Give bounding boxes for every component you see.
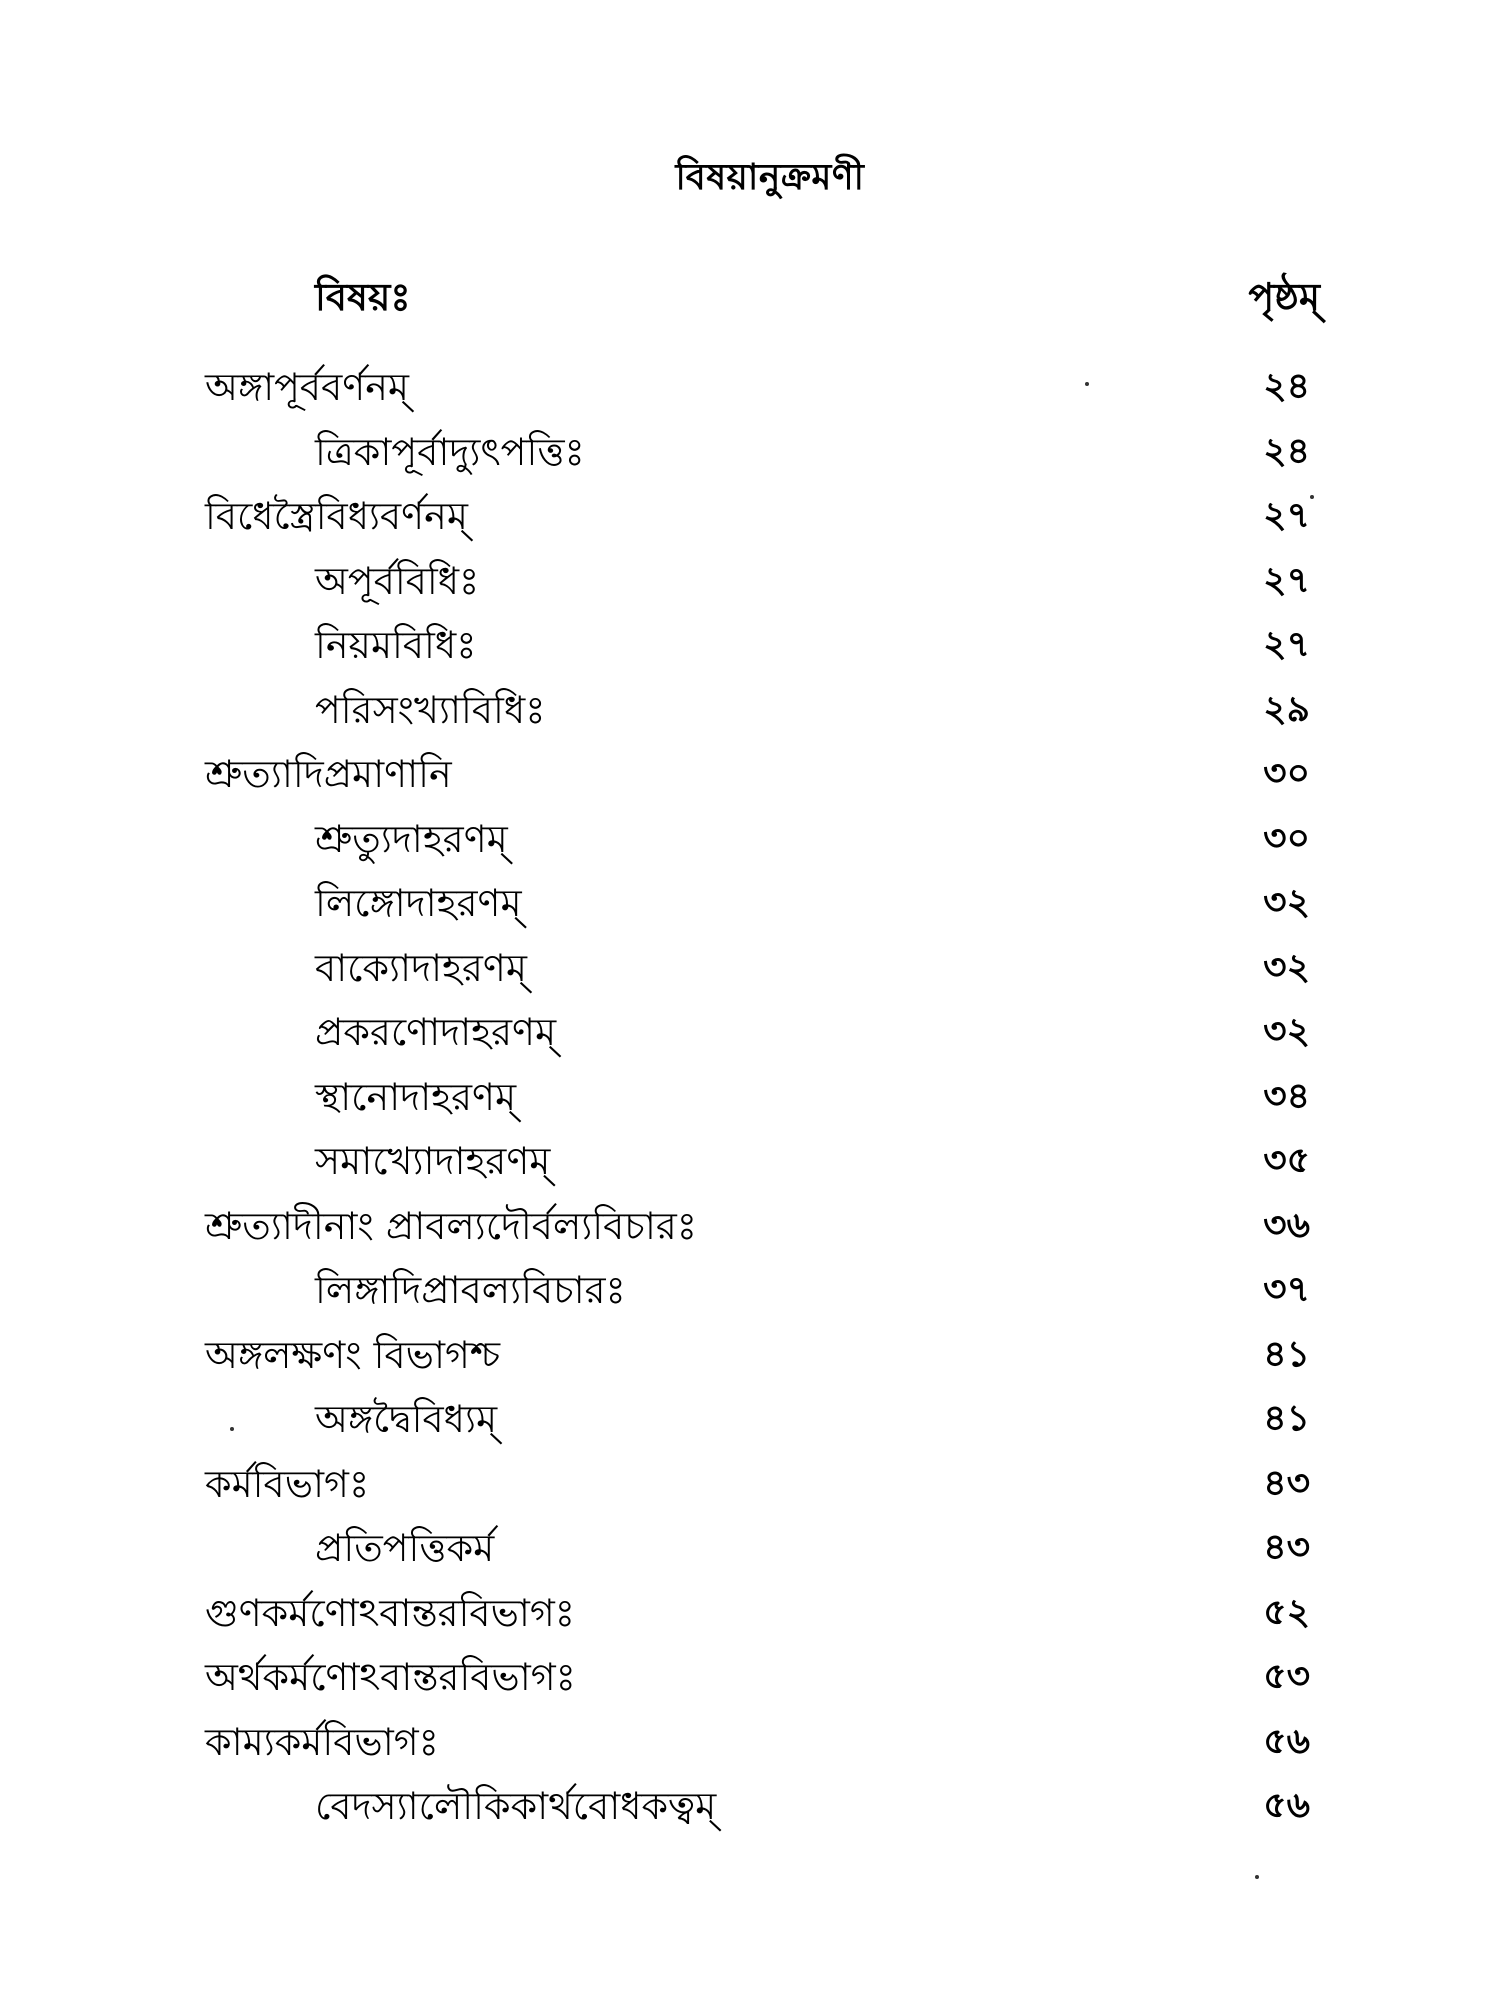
toc-entry-title: শ্রুত্যাদিপ্রমাণানি <box>205 752 452 796</box>
toc-entry-page: ৫৬ <box>1263 1720 1310 1762</box>
toc-entry-page: ৫৩ <box>1263 1656 1310 1697</box>
toc-entry-page: ৩৫ <box>1263 1140 1310 1181</box>
toc-entry <box>0 1000 1500 1065</box>
toc-entry-page: ৪৩ <box>1263 1462 1310 1504</box>
toc-entry-page: ২৯ <box>1263 688 1310 730</box>
toc-entry <box>0 1452 1500 1517</box>
scan-speck <box>1085 382 1089 386</box>
toc-entry-page: ৩২ <box>1263 882 1310 923</box>
toc-entry-title: বাক্যোদাহরণম্ <box>315 945 527 990</box>
toc-entry-page: ২৪ <box>1263 366 1310 407</box>
toc-entry-title: অর্থকর্মণোঽবান্তরবিভাগঃ <box>205 1655 576 1699</box>
toc-entry-title: শ্রুত্যাদীনাং প্রাবল্যদৌর্বল্যবিচারঃ <box>205 1203 697 1248</box>
toc-entry-title: গুণকর্মণোঽবান্তরবিভাগঃ <box>205 1590 576 1635</box>
toc-entry-title: লিঙ্গোদাহরণম্ <box>315 881 522 925</box>
toc-entry-page: ২৭ <box>1263 495 1310 536</box>
toc-entry-title: ত্রিকাপূর্বাদ্যুৎপত্তিঃ <box>315 429 585 474</box>
toc-entry <box>0 1516 1500 1581</box>
toc-entry-page: ৪৩ <box>1263 1527 1310 1568</box>
toc-entry-title: প্রতিপত্তিকর্ম <box>315 1526 495 1570</box>
subject-column-header: বিষয়ঃ <box>315 275 411 319</box>
toc-entry-title: শ্রুত্যুদাহরণম্ <box>315 816 508 861</box>
toc-entry-title: সমাখ্যোদাহরণম্ <box>315 1139 551 1183</box>
toc-entry-page: ৫২ <box>1263 1591 1310 1633</box>
toc-entry-page: ৪১ <box>1263 1333 1310 1375</box>
toc-entry <box>0 1774 1500 1839</box>
toc-entry-title: বেদস্যালৌকিকার্থবোধকত্বম্ <box>315 1784 717 1828</box>
toc-entry <box>0 549 1500 614</box>
toc-entry <box>0 1129 1500 1194</box>
toc-entry-title: বিধেস্ত্রৈবিধ্যবর্ণনম্ <box>205 494 468 538</box>
toc-entry-title: অঙ্গাপূর্ববর্ণনম্ <box>205 365 409 409</box>
toc-entry-page: ৩০ <box>1263 817 1310 859</box>
toc-entry-page: ৩৭ <box>1263 1269 1310 1310</box>
page-title: বিষয়ানুক্রমণী <box>675 157 865 198</box>
toc-entry <box>0 807 1500 872</box>
toc-entry-page: ৫৬ <box>1263 1785 1310 1826</box>
toc-entry-title: নিয়মবিধিঃ <box>315 623 477 667</box>
toc-entry-title: পরিসংখ্যাবিধিঃ <box>315 687 546 732</box>
toc-entry <box>0 484 1500 549</box>
toc-entry-page: ৩৬ <box>1263 1204 1310 1246</box>
scan-speck <box>1310 495 1314 499</box>
toc-entry <box>0 1645 1500 1710</box>
toc-entry <box>0 742 1500 807</box>
toc-entry-page: ২৭ <box>1263 559 1310 601</box>
toc-entry <box>0 936 1500 1001</box>
toc-entry <box>0 420 1500 485</box>
toc-entry-page: ৩৪ <box>1263 1075 1310 1117</box>
toc-entry <box>0 1065 1500 1130</box>
toc-entry <box>0 355 1500 420</box>
toc-entry-title: অপূর্ববিধিঃ <box>315 558 480 603</box>
toc-entry <box>0 678 1500 743</box>
toc-entry-page: ৩২ <box>1263 946 1310 988</box>
toc-entry-title: অঙ্গলক্ষণং বিভাগশ্চ <box>205 1332 501 1377</box>
toc-entry-title: প্রকরণোদাহরণম্ <box>315 1010 557 1054</box>
toc-entry-title: স্থানোদাহরণম্ <box>315 1074 517 1119</box>
toc-entry-title: কাম্যকর্মবিভাগঃ <box>205 1719 439 1764</box>
toc-entry <box>0 1581 1500 1646</box>
toc-entry-page: ২৪ <box>1263 430 1310 472</box>
toc-entry-title: অঙ্গদ্বৈবিধ্যম্ <box>315 1397 498 1441</box>
toc-entry-page: ২৭ <box>1263 624 1310 665</box>
page-column-header: পৃষ্ঠম্ <box>1248 275 1320 319</box>
toc-entry <box>0 1194 1500 1259</box>
toc-entry-title: লিঙ্গাদিপ্রাবল্যবিচারঃ <box>315 1268 626 1312</box>
toc-entry <box>0 1710 1500 1775</box>
toc-entry-title: কর্মবিভাগঃ <box>205 1461 370 1506</box>
toc-entry <box>0 1323 1500 1388</box>
toc-entry-page: ৪১ <box>1263 1398 1310 1439</box>
scan-speck <box>230 1427 234 1431</box>
toc-entry <box>0 871 1500 936</box>
toc-entry <box>0 1258 1500 1323</box>
table-of-contents <box>0 355 1500 1839</box>
toc-entry-page: ৩২ <box>1263 1011 1310 1052</box>
toc-entry-page: ৩০ <box>1263 753 1310 794</box>
scan-speck <box>1255 1875 1259 1879</box>
toc-entry <box>0 613 1500 678</box>
toc-entry <box>0 1387 1500 1452</box>
